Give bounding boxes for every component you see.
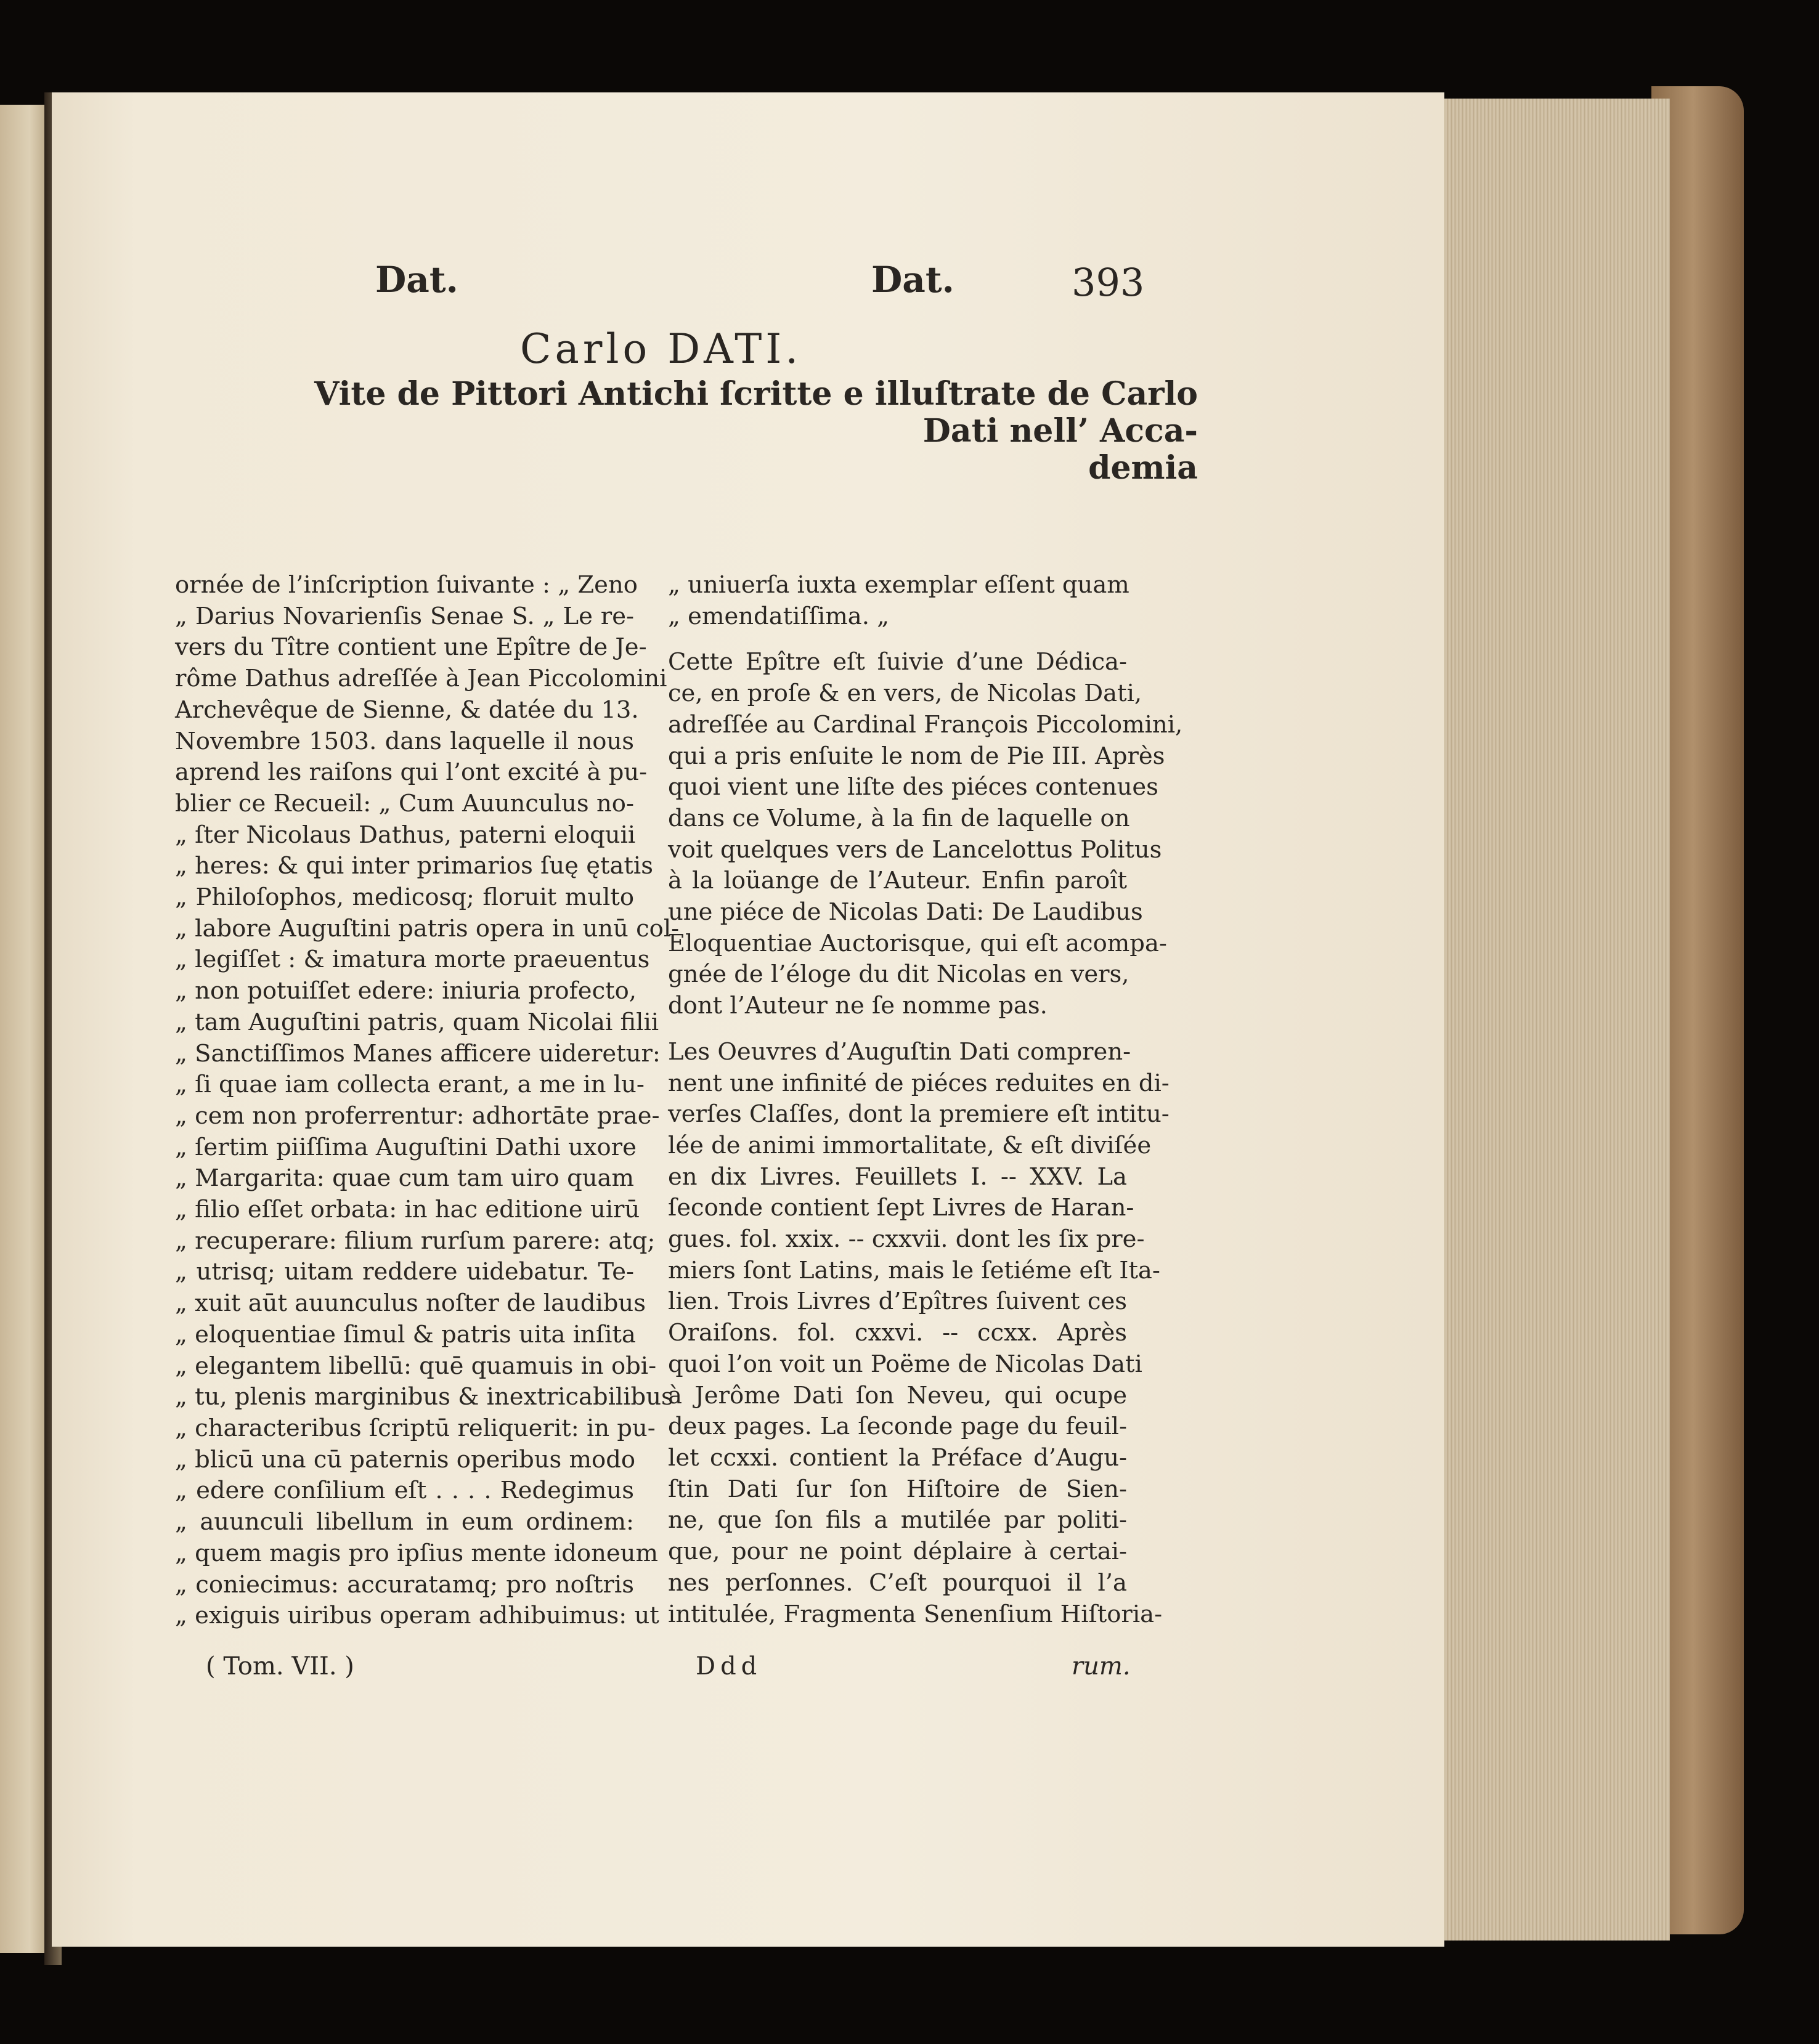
gathering-signature: Ddd (696, 1652, 762, 1681)
text-line: ne, que ſon fils a mutilée par politi- (668, 1506, 1127, 1535)
text-line: aprend les raiſons qui l’ont excité à pu- (175, 758, 648, 787)
text-line: une piéce de Nicolas Dati: De Laudibus (668, 898, 1143, 927)
text-line: „ xuit aūt auunculus noſter de laudibus (175, 1289, 646, 1318)
text-line: „ heres: & qui inter primarios ſuę ętatis (175, 852, 653, 880)
text-line: „ labore Auguſtini patris opera in unū col- (175, 914, 680, 943)
text-line: Archevêque de Sienne, & datée du 13. (175, 696, 639, 724)
text-line: rôme Dathus adreſſée à Jean Piccolomini (175, 665, 667, 693)
text-line: blier ce Recueil: „ Cum Auunculus no- (175, 789, 634, 817)
text-line: „ tam Auguſtini patris, quam Nicolai filii (175, 1008, 659, 1036)
text-line: „ cem non proferrentur: adhortāte prae- (175, 1101, 660, 1130)
text-line: „ uniuerſa iuxta exemplar eſſent quam (668, 571, 1129, 599)
text-line: adreſſée au Cardinal François Piccolomini, (668, 710, 1183, 739)
text-line: Cette Epître eſt ſuivie d’une Dédica- (668, 648, 1127, 676)
text-line: quoi l’on voit un Poëme de Nicolas Dati (668, 1350, 1142, 1378)
text-line: „ ſter Nicolaus Dathus, paterni eloquii (175, 821, 636, 849)
text-line: „ Darius Novarienſis Senae S. „ Le re- (175, 602, 634, 630)
text-line: „ recuperare: filium rurſum parere: atq; (175, 1227, 656, 1255)
text-line: „ Sanctiſſimos Manes afficere uideretur: (175, 1039, 661, 1068)
text-line: „ characteribus ſcriptū reliquerit: in pu- (175, 1414, 656, 1442)
text-line: que, pour ne point déplaire à certai- (668, 1538, 1127, 1566)
paragraph-quote-end (668, 570, 1127, 632)
volume-signature: ( Tom. VII. ) (206, 1652, 354, 1681)
text-line: verſes Claſſes, dont la premiere eſt intitu- (668, 1100, 1170, 1129)
text-line: „ ſi quae iam collecta erant, a me in lu- (175, 1071, 645, 1099)
right-column (668, 570, 1183, 1630)
text-line: „ tu, plenis marginibus & inextricabilibus (175, 1383, 673, 1411)
text-line: „ blicū una cū paternis operibus modo (175, 1445, 636, 1474)
text-line: en dix Livres. Feuillets I. -- XXV. La (668, 1162, 1127, 1191)
text-line: vers du Tître contient une Epître de Je- (175, 633, 647, 662)
text-line: „ coniecimus: accuratamq; pro noſtris (175, 1570, 634, 1599)
page-number: 393 (1072, 260, 1145, 305)
text-line: nent une infinité de piéces reduites en di- (668, 1069, 1170, 1097)
running-head-left: Dat. (375, 259, 458, 301)
text-line: gues. fol. xxix. -- cxxvii. dont les ſix pre- (668, 1225, 1145, 1254)
text-line: quoi vient une liſte des piéces contenues (668, 773, 1158, 801)
text-line: „ utrisq; uitam reddere uidebatur. Te- (175, 1258, 634, 1286)
facing-page-edge (0, 105, 49, 1953)
text-line: ornée de l’inſcription ſuivante : „ Zeno (175, 571, 638, 599)
page-block-edges (1430, 99, 1670, 1941)
text-line: dans ce Volume, à la fin de laquelle on (668, 804, 1130, 832)
text-line: „ edere conſilium eſt . . . . Redegimus (175, 1477, 634, 1505)
text-line: „ legiſſet : & imatura morte praeuentus (175, 946, 650, 974)
left-column (175, 570, 680, 1632)
text-line: ſeconde contient ſept Livres de Haran- (668, 1194, 1134, 1222)
text-line: lien. Trois Livres d’Epîtres ſuivent ces (668, 1288, 1127, 1316)
text-line: ce, en proſe & en vers, de Nicolas Dati, (668, 679, 1142, 708)
text-line: ſtin Dati ſur ſon Hiſtoire de Sien- (668, 1475, 1127, 1503)
catchword: rum. (1072, 1652, 1131, 1681)
text-line: qui a pris enſuite le nom de Pie III. Après (668, 742, 1165, 770)
text-line: gnée de l’éloge du dit Nicolas en vers, (668, 960, 1129, 989)
text-line: Novembre 1503. dans laquelle il nous (175, 727, 634, 755)
paragraph-gap (668, 1022, 1127, 1037)
entry-title (243, 376, 1198, 487)
paragraph-gap (668, 632, 1127, 647)
paragraph-oeuvres (668, 1037, 1170, 1630)
text-line: „ quem magis pro ipſius mente idoneum (175, 1539, 658, 1567)
text-line: let ccxxi. contient la Préface d’Augu- (668, 1443, 1127, 1472)
text-line: „ auunculi libellum in eum ordinem: (175, 1508, 634, 1536)
text-line: dont l’Auteur ne ſe nomme pas. (668, 992, 1048, 1020)
text-line: „ ſertim piiſſima Auguſtini Dathi uxore (175, 1133, 637, 1161)
text-line: Oraiſons. fol. cxxvi. -- ccxx. Après (668, 1319, 1127, 1347)
entry-author-heading: Carlo DATI. (520, 325, 802, 373)
text-line: Les Oeuvres d’Auguſtin Dati compren- (668, 1037, 1131, 1066)
running-head-center: Dat. (871, 259, 954, 301)
text-line: „ Philoſophos, medicosq; floruit multo (175, 883, 634, 912)
text-line: „ elegantem libellū: quē quamuis in obi- (175, 1352, 657, 1380)
text-line: deux pages. La ſeconde page du feuil- (668, 1413, 1127, 1441)
text-line: „ eloquentiae ſimul & patris uita inſita (175, 1320, 636, 1348)
text-line: lée de animi immortalitate, & eſt diviſée (668, 1131, 1152, 1159)
text-line: nes perſonnes. C’eſt pourquoi il l’a (668, 1568, 1127, 1597)
text-line: „ filio eſſet orbata: in hac editione uirū (175, 1196, 640, 1224)
text-line: „ exiguis uiribus operam adhibuimus: ut (175, 1602, 659, 1630)
text-line: à la loüange de l’Auteur. Enfin paroît (668, 867, 1127, 895)
text-line: intitulée, Fragmenta Senenſium Hiſtoria- (668, 1600, 1163, 1628)
text-line: „ emendatiſſima. „ (668, 602, 890, 630)
entry-title-line: Vite de Pittori Antichi ſcritte e illuſtrate de Carlo Dati nell’ Acca- (314, 375, 1198, 450)
text-line: Eloquentiae Auctorisque, qui eſt acompa- (668, 929, 1167, 957)
text-line: miers ſont Latins, mais le ſetiéme eſt Ita- (668, 1256, 1160, 1284)
book-page (52, 92, 1444, 1947)
text-line: „ Margarita: quae cum tam uiro quam (175, 1164, 634, 1193)
entry-title-line: demia (1088, 449, 1198, 487)
text-line: „ non potuiſſet edere: iniuria profecto, (175, 977, 637, 1005)
paragraph-dedication (668, 647, 1183, 1021)
text-line: voit quelques vers de Lancelottus Politus (668, 835, 1162, 864)
text-line: à Jerôme Dati ſon Neveu, qui ocupe (668, 1381, 1127, 1409)
